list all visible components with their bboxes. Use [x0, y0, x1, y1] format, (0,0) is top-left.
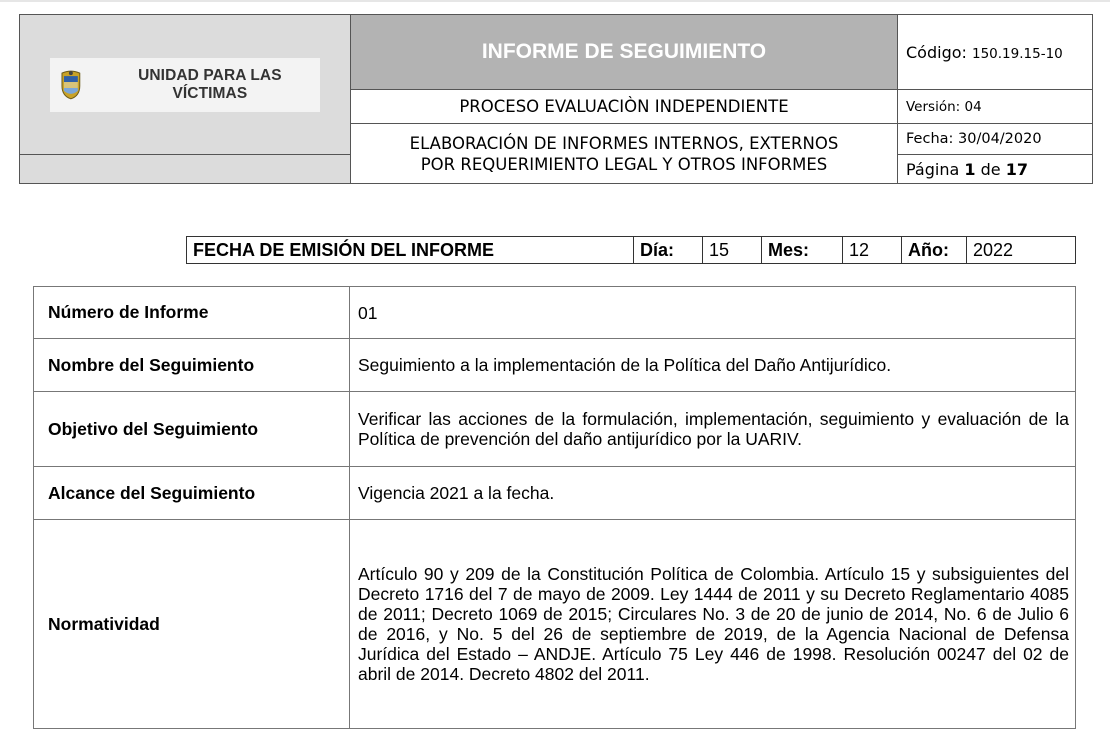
row-value: Seguimiento a la implementación de la Política del Daño Antijurídico.	[350, 339, 1076, 392]
row-value: Verificar las acciones de la formulación, implementación, seguimiento y evaluación de la Política de prevención del daño antijurídico por la UARIV.	[350, 392, 1076, 467]
table-row	[34, 467, 1076, 520]
document-code-value: 150.19.15-10	[972, 45, 1063, 62]
row-key: Número de Informe	[34, 287, 350, 339]
emission-date-label: FECHA DE EMISIÓN DEL INFORME	[187, 237, 634, 264]
day-value: 15	[703, 237, 762, 264]
month-value: 12	[843, 237, 902, 264]
row-key: Alcance del Seguimiento	[34, 467, 350, 520]
month-label: Mes:	[762, 237, 843, 264]
logo-cell-bottom	[20, 155, 351, 184]
document-version: Versión: 04	[898, 90, 1093, 124]
coat-of-arms-icon	[60, 70, 82, 100]
table-row	[34, 339, 1076, 392]
document-code: Código: 150.19.15-10	[898, 15, 1093, 90]
emission-date-bar	[186, 236, 1076, 264]
procedure-name: ELABORACIÓN DE INFORMES INTERNOS, EXTERNOS POR REQUERIMIENTO LEGAL Y OTROS INFORMES	[351, 124, 898, 184]
year-label: Año:	[902, 237, 967, 264]
top-divider	[0, 0, 1110, 2]
row-value: Artículo 90 y 209 de la Constitución Política de Colombia. Artículo 15 y subsiguientes del Decreto 1716 del 7 de mayo de 2009. Ley 1444 de 2011 y su Decreto Reglamentario 4085 de 2011; Decreto 1069 de 2015; Circulares No. 3 de 20 de junio de 2014, No. 6 de Julio 6 de 2016, y No. 5 del 26 de septiembre de 2019, de la Agencia Nacional de Defensa Jurídica del Estado – ANDJE. Artículo 75 Ley 446 de 1998. Resolución 00247 del 02 de abril de 2014. Decreto 4802 del 2011.	[350, 520, 1076, 729]
document-header	[19, 14, 1093, 184]
logo-cell	[20, 15, 351, 155]
table-row	[34, 520, 1076, 729]
entity-logo	[50, 58, 320, 112]
logo-text: UNIDAD PARA LAS VÍCTIMAS	[138, 66, 282, 102]
row-key: Normatividad	[34, 520, 350, 729]
report-info-table	[33, 286, 1076, 729]
table-row	[34, 392, 1076, 467]
document-date: Fecha: 30/04/2020	[898, 124, 1093, 155]
process-name: PROCESO EVALUACIÒN INDEPENDIENTE	[351, 90, 898, 124]
report-title: INFORME DE SEGUIMIENTO	[351, 15, 898, 90]
row-key: Objetivo del Seguimiento	[34, 392, 350, 467]
year-value: 2022	[967, 237, 1076, 264]
row-key: Nombre del Seguimiento	[34, 339, 350, 392]
table-row	[34, 287, 1076, 339]
page-number: Página 1 de 17	[898, 155, 1093, 184]
day-label: Día:	[634, 237, 703, 264]
row-value: 01	[350, 287, 1076, 339]
row-value: Vigencia 2021 a la fecha.	[350, 467, 1076, 520]
